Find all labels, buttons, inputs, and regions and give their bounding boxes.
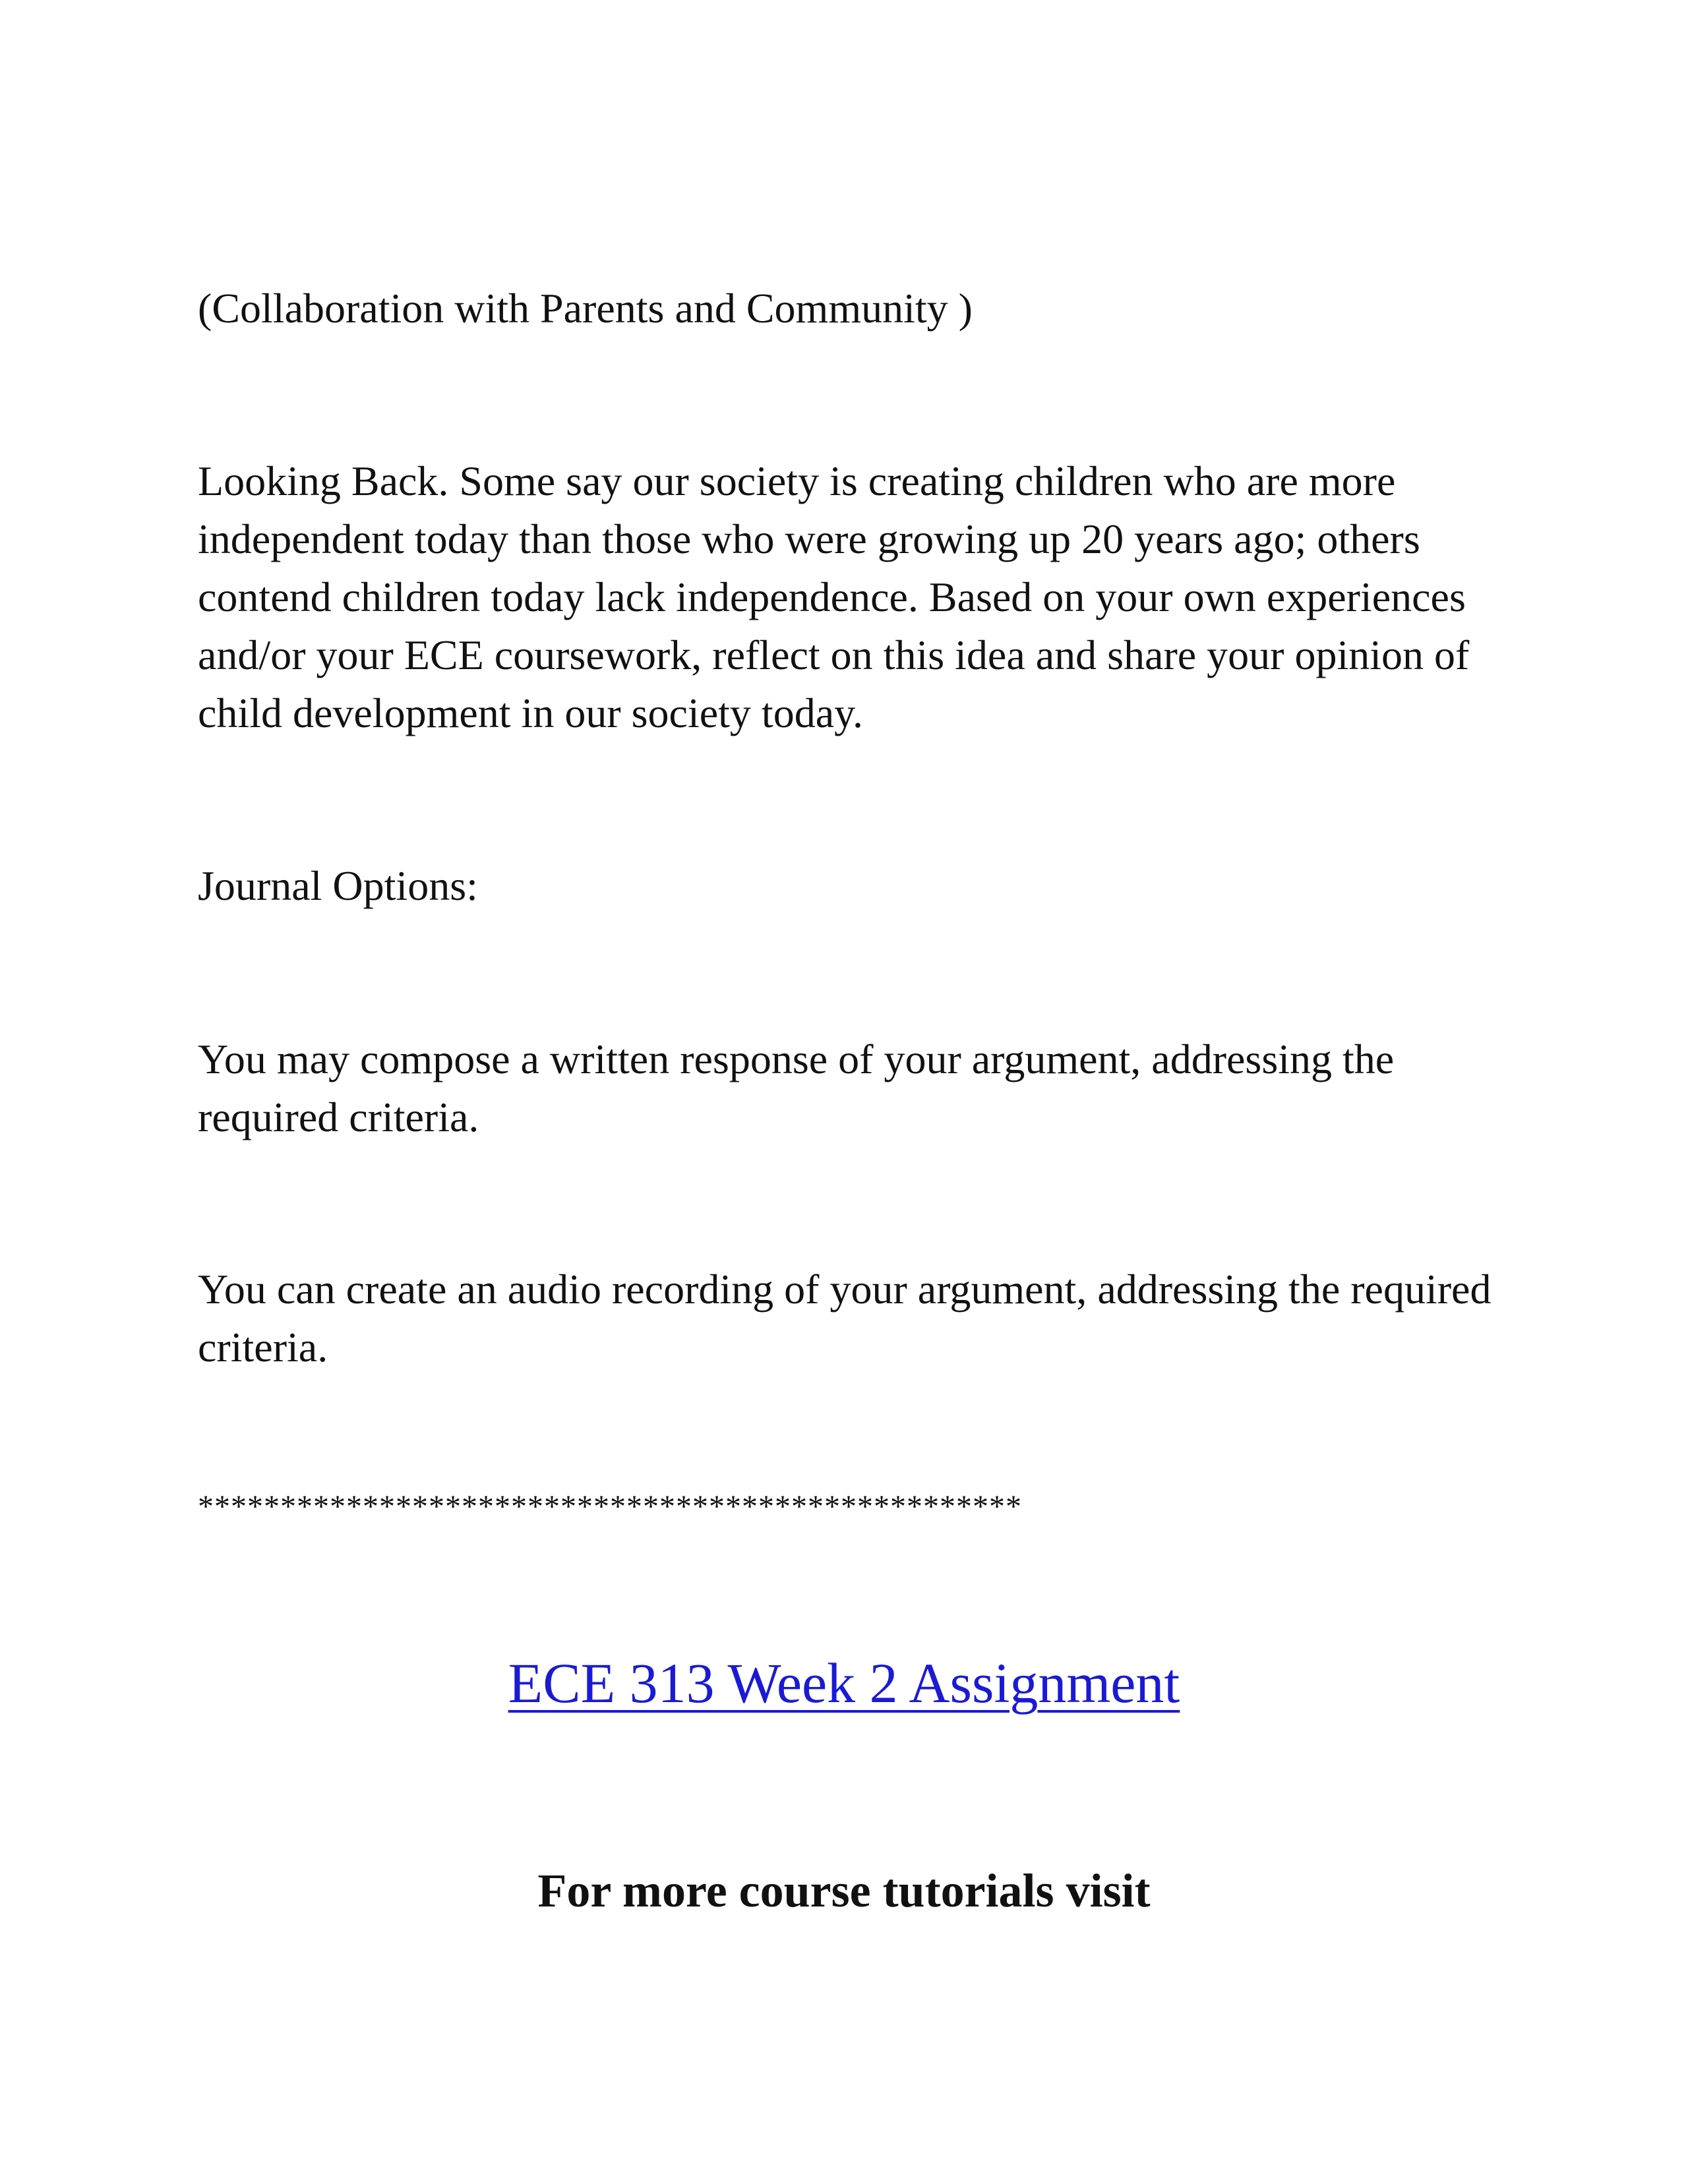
section-heading: (Collaboration with Parents and Community )	[198, 285, 973, 332]
next-assignment-link[interactable]: ECE 313 Week 2 Assignment	[508, 1651, 1180, 1715]
journal-options-label: Journal Options:	[198, 862, 478, 909]
audio-recording-option: You can create an audio recording of your argument, addressing the required criteria.	[198, 1266, 1492, 1371]
footer-tutorials-text: For more course tutorials visit	[537, 1864, 1151, 1917]
asterisk-separator: **************************************************	[198, 1489, 1022, 1524]
written-response-option: You may compose a written response of your argument, addressing the required criteria.	[198, 1036, 1395, 1140]
looking-back-paragraph: Looking Back. Some say our society is creating children who are more independent today than those who were growing up 20 years ago; others contend children today lack independence. Based on your own experiences and/or your ECE coursework, reflect on this idea and share your opinion of child development in our society today.	[198, 457, 1470, 736]
